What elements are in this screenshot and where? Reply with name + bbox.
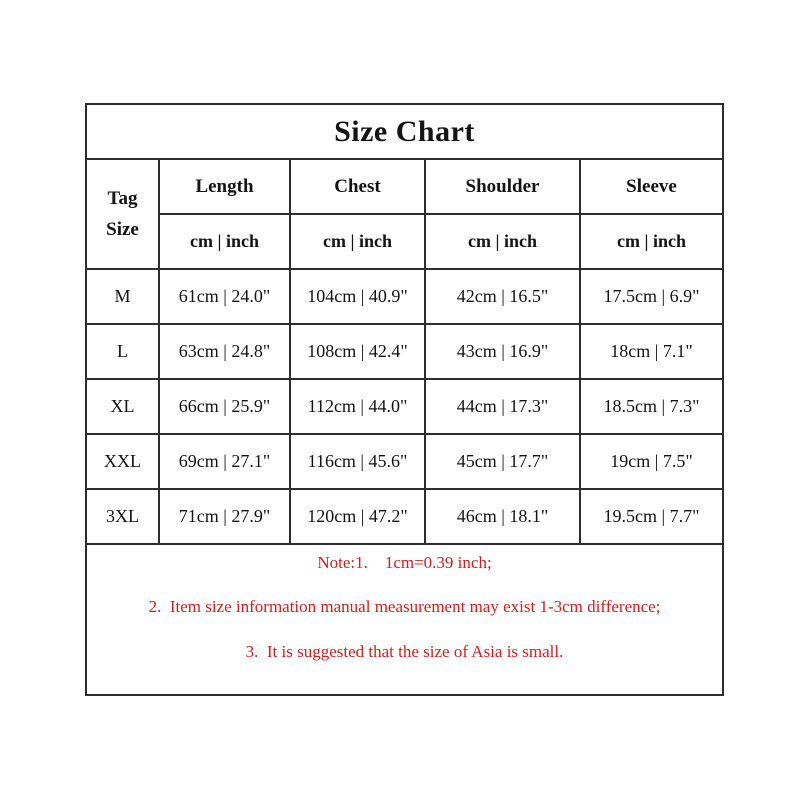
shoulder-value-cell: 46cm | 18.1" bbox=[425, 489, 580, 544]
unit-header-row bbox=[86, 214, 723, 269]
sleeve-value-cell: 19.5cm | 7.7" bbox=[580, 489, 723, 544]
sleeve-value-cell: 18.5cm | 7.3" bbox=[580, 379, 723, 434]
tag-size-header bbox=[86, 159, 159, 269]
sleeve-value-cell: 19cm | 7.5" bbox=[580, 434, 723, 489]
chest-value-cell: 120cm | 47.2" bbox=[290, 489, 425, 544]
size-tag-cell: XXL bbox=[86, 434, 159, 489]
size-tag-cell: 3XL bbox=[86, 489, 159, 544]
shoulder-value-cell: 42cm | 16.5" bbox=[425, 269, 580, 324]
length-value-cell: 61cm | 24.0" bbox=[159, 269, 290, 324]
column-header-length: Length bbox=[159, 159, 290, 214]
table-row-m bbox=[86, 269, 723, 324]
chest-value-cell: 112cm | 44.0" bbox=[290, 379, 425, 434]
unit-header-shoulder: cm | inch bbox=[425, 214, 580, 269]
unit-header-sleeve: cm | inch bbox=[580, 214, 723, 269]
note-line-2: 2. Item size information manual measurement may exist 1-3cm difference; bbox=[148, 597, 661, 617]
table-row-xl bbox=[86, 379, 723, 434]
length-value-cell: 66cm | 25.9" bbox=[159, 379, 290, 434]
length-value-cell: 71cm | 27.9" bbox=[159, 489, 290, 544]
shoulder-value-cell: 44cm | 17.3" bbox=[425, 379, 580, 434]
note-line-3: 3. It is suggested that the size of Asia is small. bbox=[245, 641, 564, 661]
column-header-shoulder: Shoulder bbox=[425, 159, 580, 214]
sleeve-value-cell: 17.5cm | 6.9" bbox=[580, 269, 723, 324]
length-value-cell: 63cm | 24.8" bbox=[159, 324, 290, 379]
length-value-cell: 69cm | 27.1" bbox=[159, 434, 290, 489]
unit-header-chest: cm | inch bbox=[290, 214, 425, 269]
sleeve-value-cell: 18cm | 7.1" bbox=[580, 324, 723, 379]
table-row-3xl bbox=[86, 489, 723, 544]
table-row-xxl bbox=[86, 434, 723, 489]
size-tag-cell: XL bbox=[86, 379, 159, 434]
chest-value-cell: 104cm | 40.9" bbox=[290, 269, 425, 324]
table-row-l bbox=[86, 324, 723, 379]
chest-value-cell: 116cm | 45.6" bbox=[290, 434, 425, 489]
size-tag-cell: M bbox=[86, 269, 159, 324]
column-header-row bbox=[86, 159, 723, 214]
size-chart-table bbox=[85, 103, 724, 696]
notes-row bbox=[86, 544, 723, 695]
tag-header-label: Tag bbox=[107, 188, 138, 209]
shoulder-value-cell: 45cm | 17.7" bbox=[425, 434, 580, 489]
page-title: Size Chart bbox=[86, 104, 723, 159]
unit-header-length: cm | inch bbox=[159, 214, 290, 269]
shoulder-value-cell: 43cm | 16.9" bbox=[425, 324, 580, 379]
title-row bbox=[86, 104, 723, 159]
chest-value-cell: 108cm | 42.4" bbox=[290, 324, 425, 379]
note-line-1: Note:1. 1cm=0.39 inch; bbox=[317, 552, 492, 572]
size-header-label: Size bbox=[106, 219, 139, 240]
notes-section bbox=[86, 544, 723, 695]
column-header-chest: Chest bbox=[290, 159, 425, 214]
size-tag-cell: L bbox=[86, 324, 159, 379]
column-header-sleeve: Sleeve bbox=[580, 159, 723, 214]
